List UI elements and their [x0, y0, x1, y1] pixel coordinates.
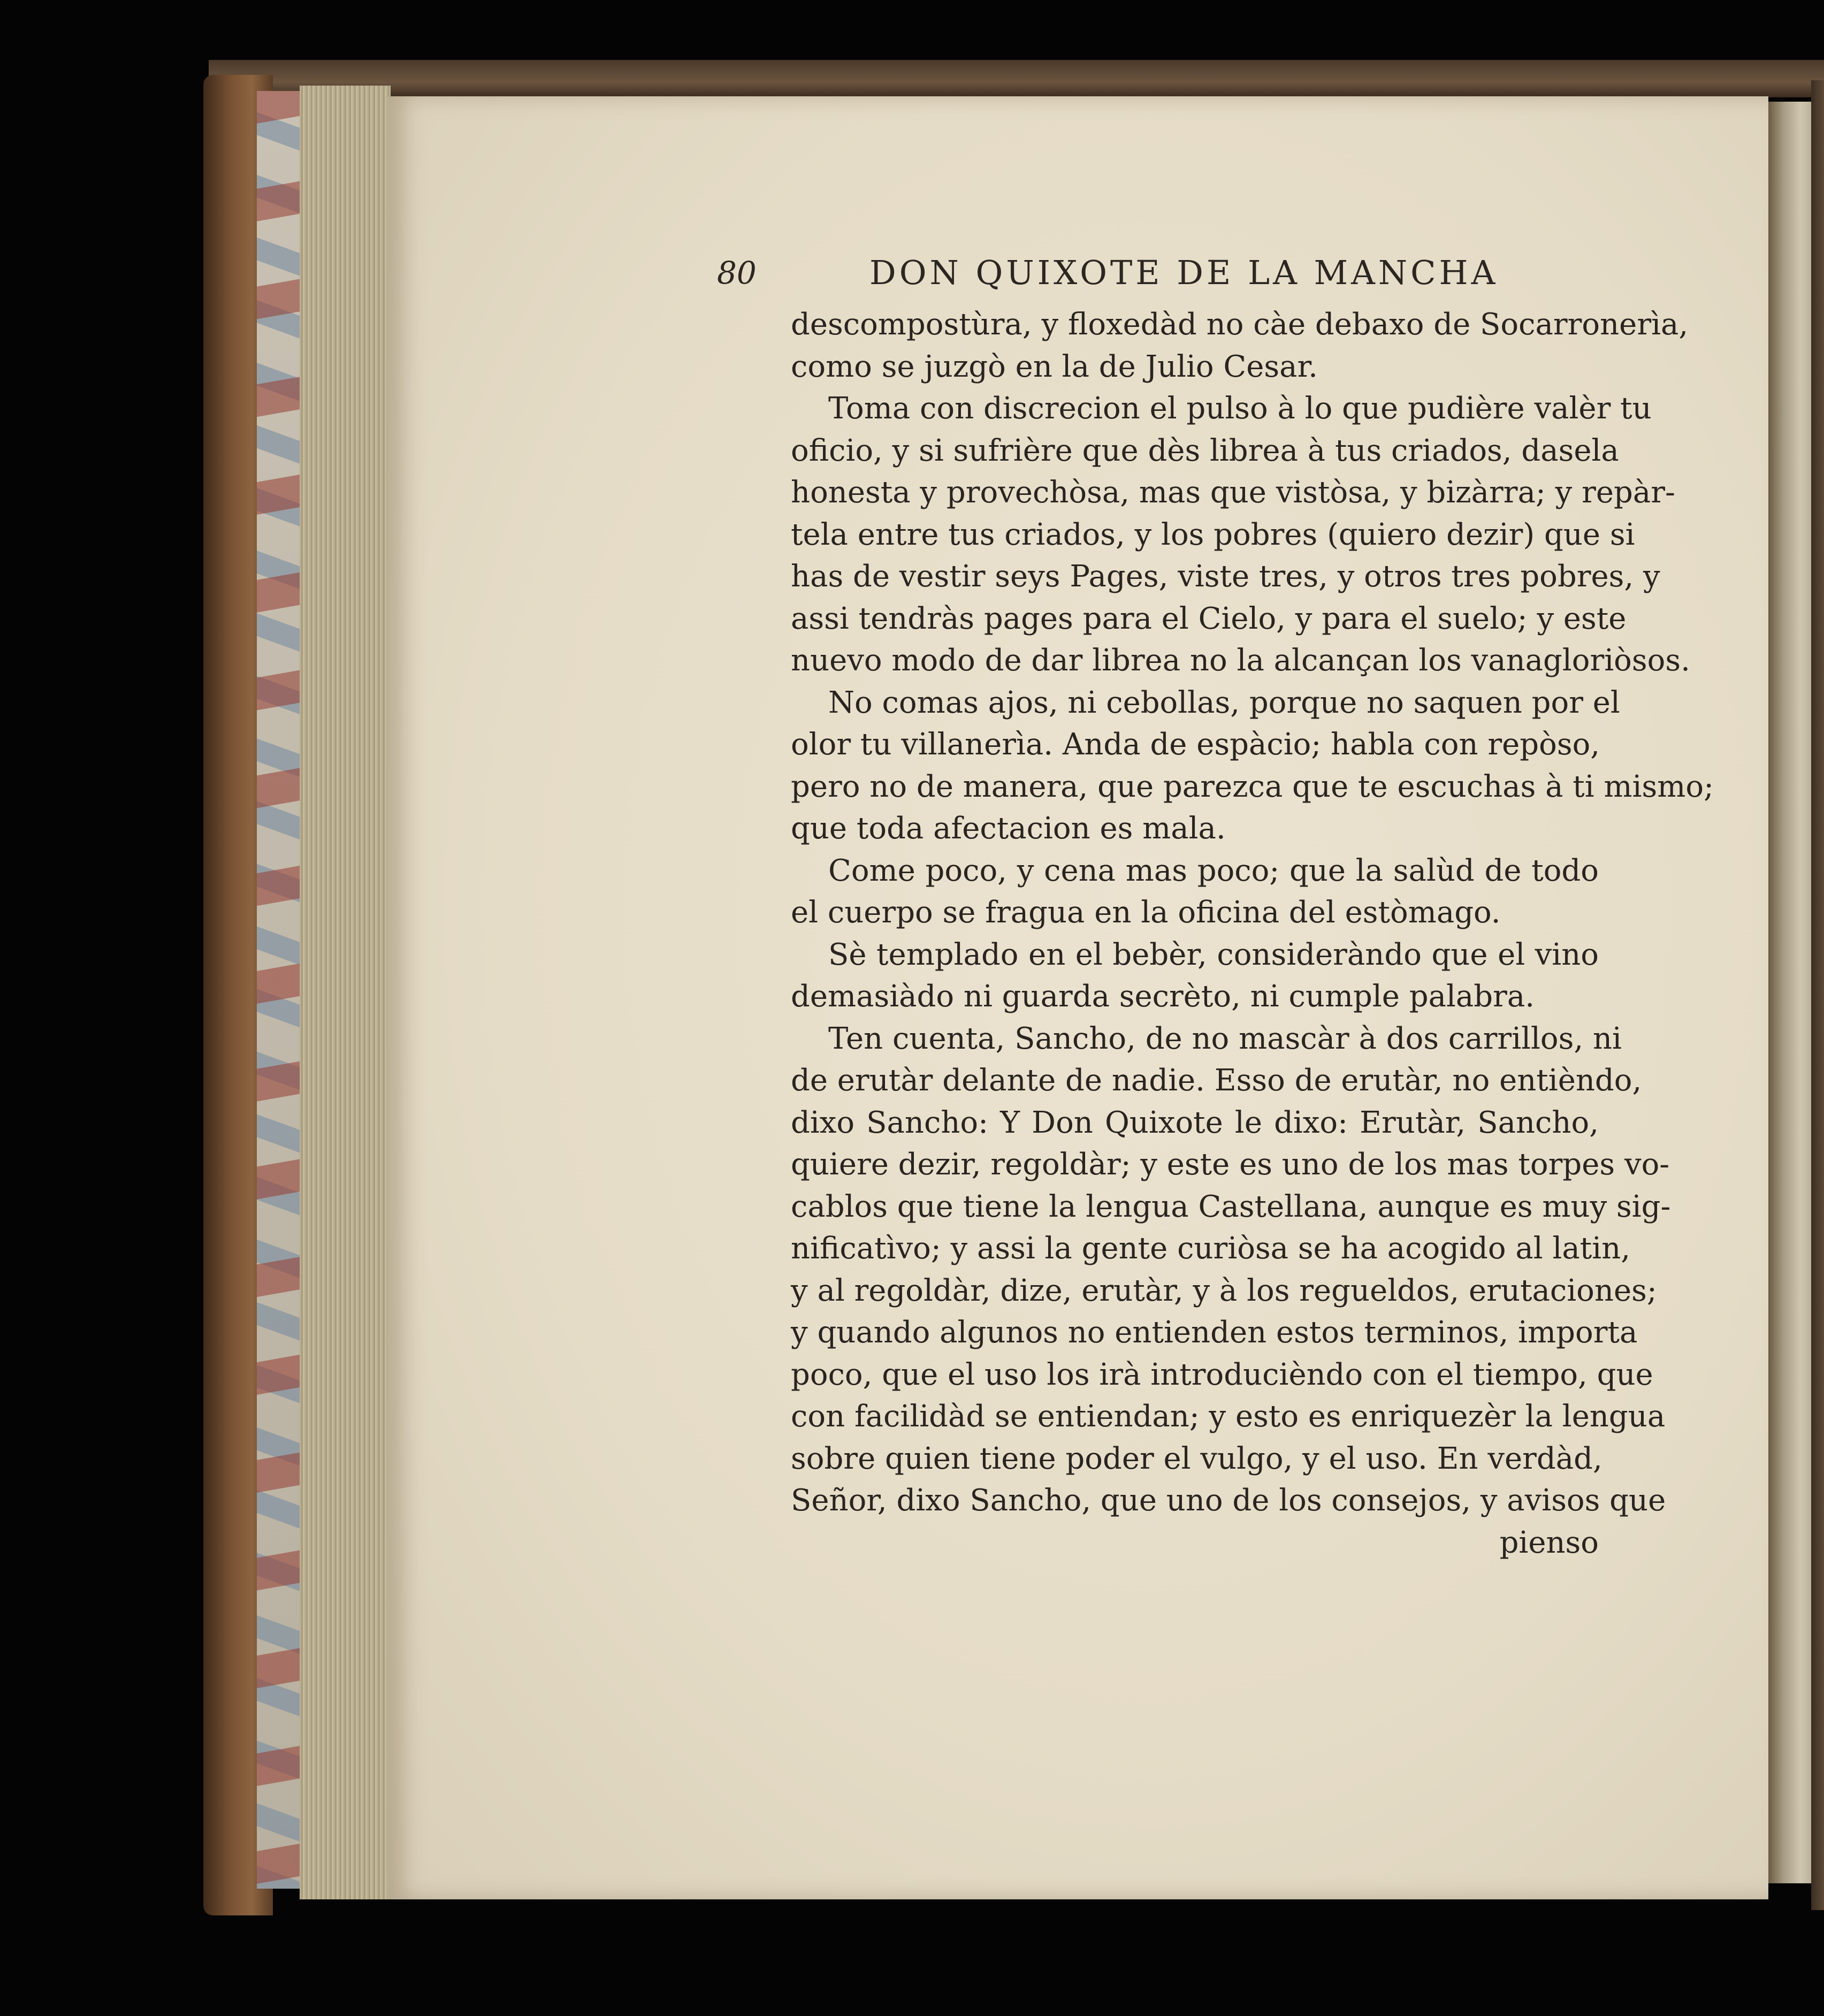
- text-line: tela entre tus criados, y los pobres (quiero dezir) que si: [791, 517, 1635, 552]
- text-line: assi tendràs pages para el Cielo, y para el suelo; y este: [791, 601, 1627, 636]
- text-line: que toda afectacion es mala.: [791, 811, 1226, 846]
- text-line: honesta y provechòsa, mas que vistòsa, y bizàrra; y repàr-: [791, 475, 1675, 510]
- text-line: oficio, y si sufrière que dès librea à tus criados, dasela: [791, 433, 1619, 468]
- text-line: y al regoldàr, dize, erutàr, y à los regueldos, erutaciones;: [791, 1273, 1657, 1308]
- page-number: 80: [717, 255, 757, 291]
- text-line: Ten cuenta, Sancho, de no mascàr à dos carrillos, ni: [828, 1021, 1622, 1056]
- facing-page-edge: [1768, 102, 1814, 1883]
- text-line: Toma con discrecion el pulso à lo que pudière valèr tu: [828, 391, 1652, 426]
- text-line: cablos que tiene la lengua Castellana, aunque es muy sig-: [791, 1189, 1671, 1224]
- book-board-top: [209, 60, 1824, 97]
- text-line: con facilidàd se entiendan; y esto es enriquezèr la lengua: [791, 1399, 1666, 1434]
- text-line: has de vestir seys Pages, viste tres, y otros tres pobres, y: [791, 559, 1660, 594]
- body-text: [791, 304, 1714, 1564]
- text-line: de erutàr delante de nadie. Esso de erutàr, no entièndo,: [791, 1063, 1642, 1098]
- text-line: el cuerpo se fragua en la oficina del estòmago.: [791, 895, 1501, 930]
- text-line: pero no de manera, que parezca que te escuchas à ti mismo;: [791, 769, 1714, 804]
- running-title: DON QUIXOTE DE LA MANCHA: [869, 253, 1499, 292]
- text-line: No comas ajos, ni cebollas, porque no saquen por el: [828, 685, 1620, 720]
- text-line: descompostùra, y floxedàd no càe debaxo de Socarronerìa,: [791, 307, 1689, 342]
- text-line: Come poco, y cena mas poco; que la salùd de todo: [828, 853, 1599, 888]
- text-line: demasiàdo ni guarda secrèto, ni cumple palabra.: [791, 979, 1535, 1014]
- text-line: sobre quien tiene poder el vulgo, y el uso. En verdàd,: [791, 1441, 1602, 1476]
- page-edges: [300, 86, 391, 1899]
- text-line: poco, que el uso los irà introducièndo con el tiempo, que: [791, 1357, 1653, 1392]
- text-line: Señor, dixo Sancho, que uno de los consejos, y avisos que: [791, 1483, 1666, 1518]
- leather-cover-right: [1811, 80, 1824, 1910]
- text-line: olor tu villanerìa. Anda de espàcio; habla con repòso,: [791, 727, 1600, 762]
- text-line: dixo Sancho: Y Don Quixote le dixo: Erutàr, Sancho,: [791, 1105, 1599, 1140]
- text-line: y quando algunos no entienden estos terminos, importa: [791, 1315, 1638, 1350]
- marbled-endpaper: [257, 91, 300, 1889]
- text-line: quiere dezir, regoldàr; y este es uno de los mas torpes vo-: [791, 1147, 1670, 1182]
- catchword: pienso: [1499, 1525, 1599, 1560]
- text-line: Sè templado en el bebèr, consideràndo que el vino: [828, 937, 1599, 972]
- text-line: como se juzgò en la de Julio Cesar.: [791, 349, 1318, 384]
- text-line: nuevo modo de dar librea no la alcançan los vanagloriòsos.: [791, 643, 1690, 678]
- text-line: nificatìvo; y assi la gente curiòsa se ha acogido al latin,: [791, 1231, 1631, 1266]
- page-header: [717, 249, 1520, 297]
